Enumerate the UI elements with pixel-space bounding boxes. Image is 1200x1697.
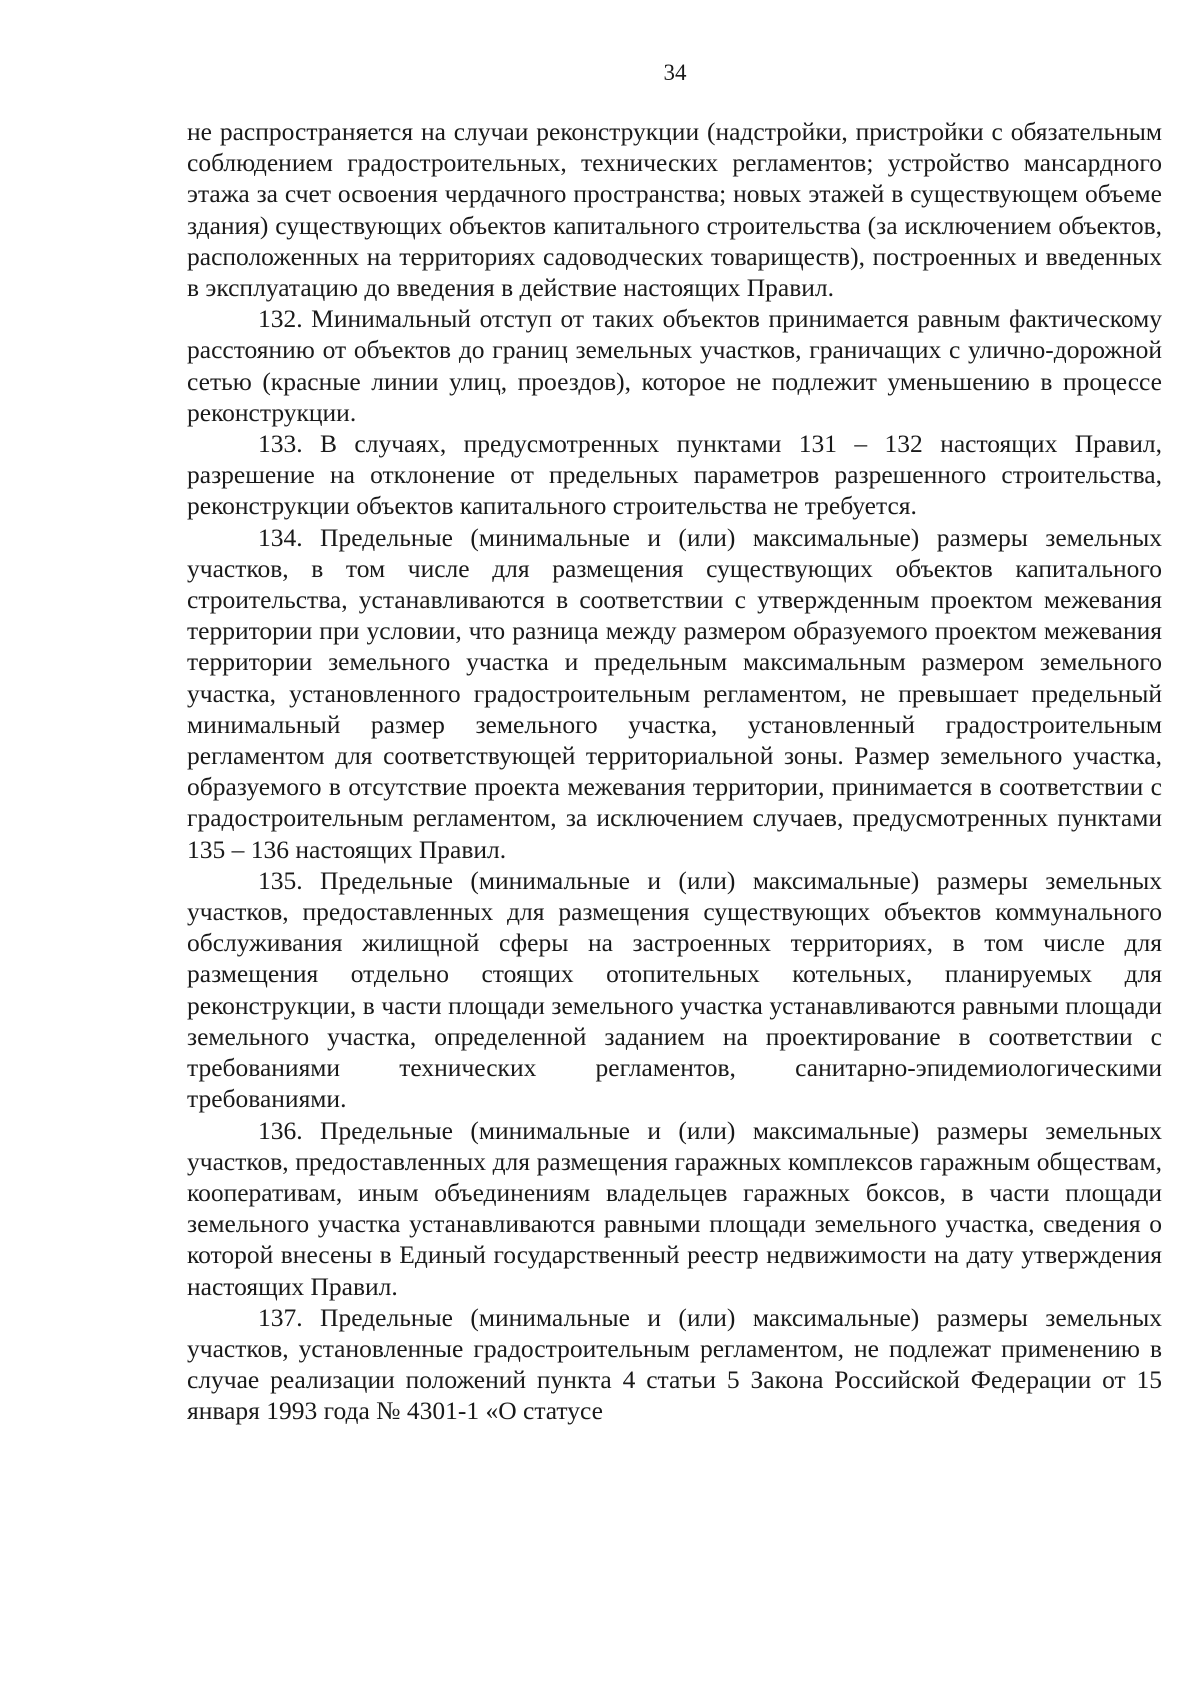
paragraph-134: 134. Предельные (минимальные и (или) максимальные) размеры земельных участков, в том числе для размещения существующих объектов капитального строительства, устанавливаются в соответствии с утвержденным проектом межевания территории при условии, что разница между размером образуемого проектом межевания территории земельного участка и предельным максимальным размером земельного участка, установленного градостроительным регламентом, не превышает предельный минимальный размер земельного участка, установленный градостроительным регламентом для соответствующей территориальной зоны. Размер земельного участка, образуемого в отсутствие проекта межевания территории, принимается в соответствии с градостроительным регламентом, за исключением случаев, предусмотренных пунктами 135 – 136 настоящих Правил. — [187, 522, 1162, 864]
paragraph-133: 133. В случаях, предусмотренных пунктами 131 – 132 настоящих Правил, разрешение на отклонение от предельных параметров разрешенного строительства, реконструкции объектов капитального строительства не требуется. — [187, 429, 1162, 521]
page-number: 34 — [663, 60, 687, 85]
paragraph-continuation: не распространяется на случаи реконструкции (надстройки, пристройки с обязательным соблюдением градостроительных, технических регламентов; устройство мансардного этажа за счет освоения чердачного пространства; новых этажей в существующем объеме здания) существующих объектов капитального строительства (за исключением объектов, расположенных на территориях садоводческих товариществ), построенных и введенных в эксплуатацию до введения в действие настоящих Правил. — [187, 117, 1162, 303]
paragraph-135: 135. Предельные (минимальные и (или) максимальные) размеры земельных участков, предоставленных для размещения существующих объектов коммунального обслуживания жилищной сферы на застроенных территориях, в том числе для размещения отдельно стоящих отопительных котельных, планируемых для реконструкции, в части площади земельного участка устанавливаются равными площади земельного участка, определенной заданием на проектирование в соответствии с требованиями технических регламентов, санитарно-эпидемиологическими требованиями. — [187, 865, 1162, 1114]
paragraph-137: 137. Предельные (минимальные и (или) максимальные) размеры земельных участков, установленные градостроительным регламентом, не подлежат применению в случае реализации положений пункта 4 статьи 5 Закона Российской Федерации от 15 января 1993 года № 4301-1 «О статусе — [187, 1302, 1162, 1426]
paragraph-136: 136. Предельные (минимальные и (или) максимальные) размеры земельных участков, предоставленных для размещения гаражных комплексов гаражным обществам, кооперативам, иным объединениям владельцев гаражных боксов, в части площади земельного участка устанавливаются равными площади земельного участка, сведения о которой внесены в Единый государственный реестр недвижимости на дату утверждения настоящих Правил. — [187, 1115, 1162, 1301]
paragraph-132: 132. Минимальный отступ от таких объектов принимается равным фактическому расстоянию от объектов до границ земельных участков, граничащих с улично-дорожной сетью (красные линии улиц, проездов), которое не подлежит уменьшению в процессе реконструкции. — [187, 304, 1162, 427]
document-body — [187, 116, 1162, 1427]
